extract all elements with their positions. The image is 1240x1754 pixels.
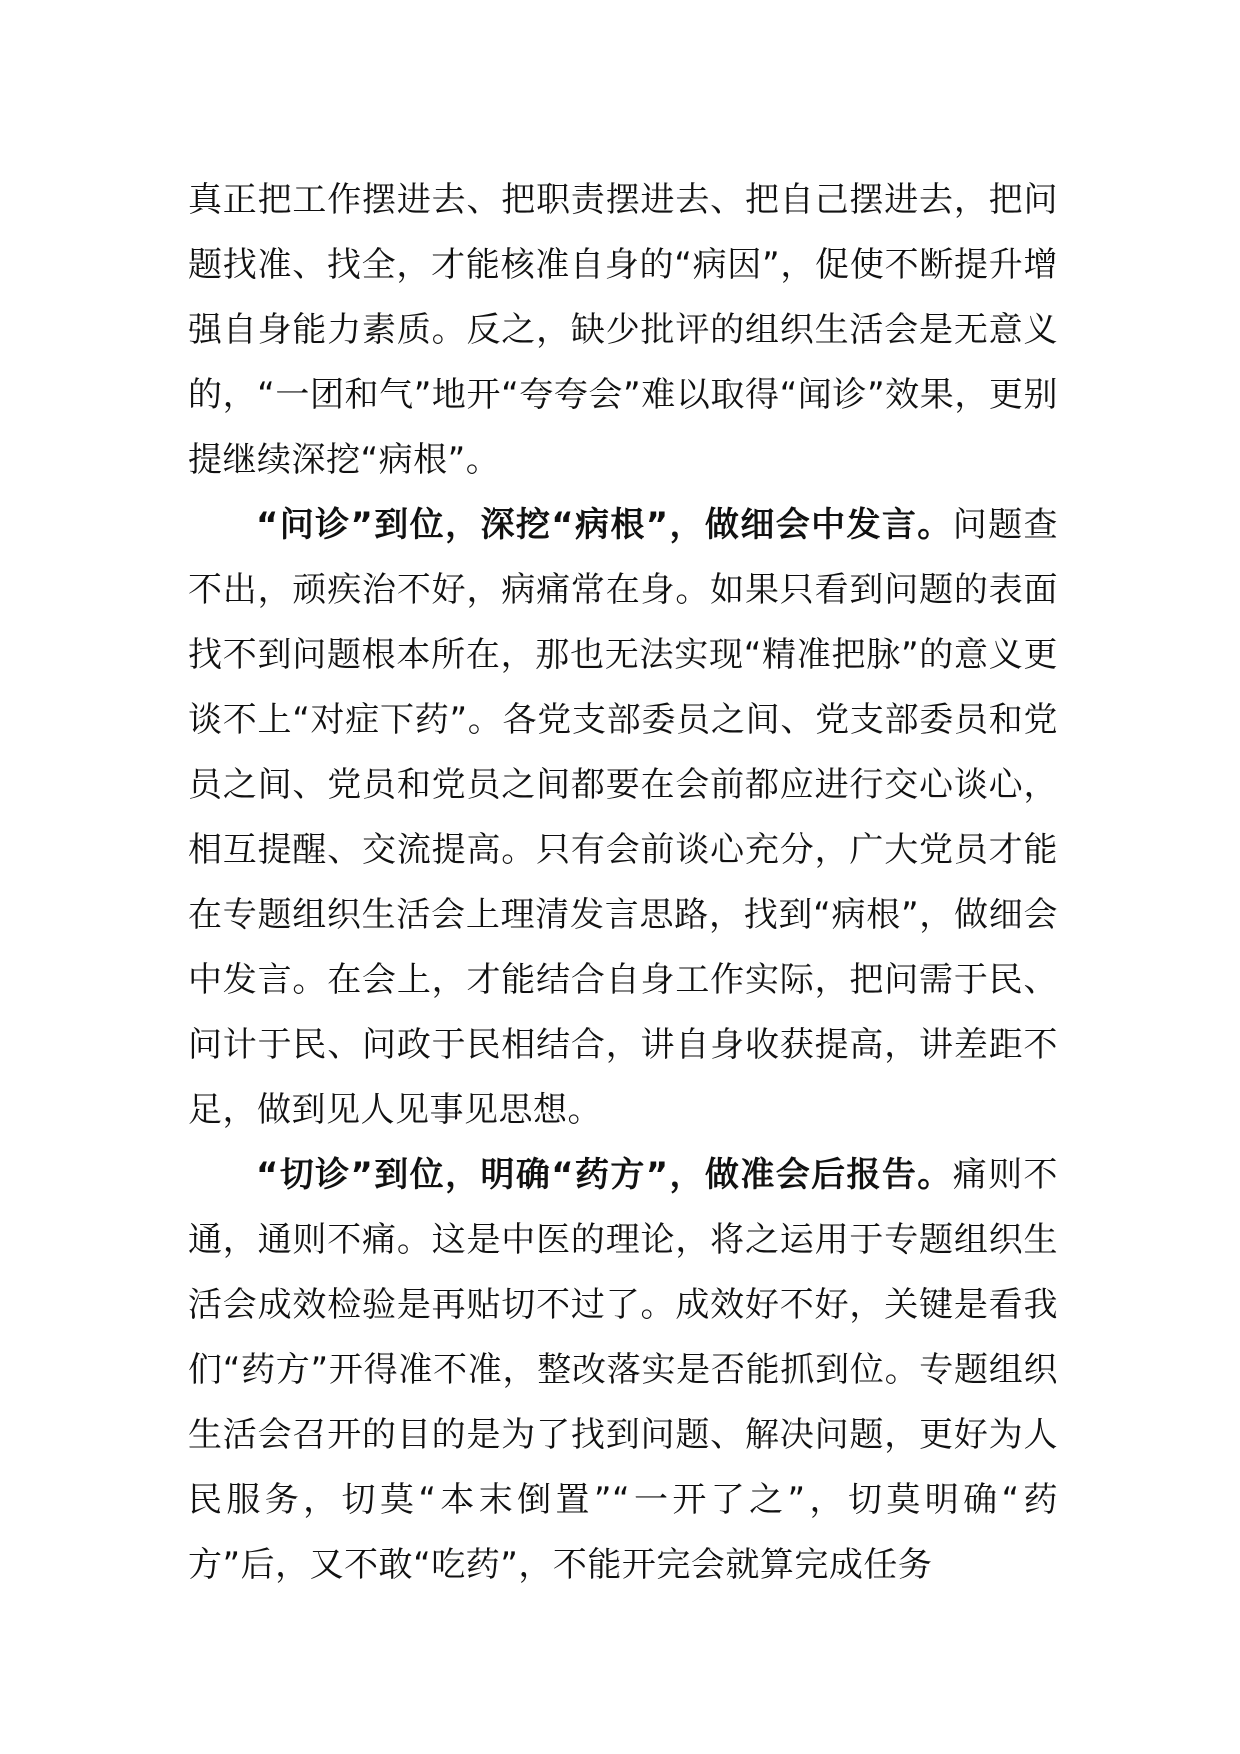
paragraph-2-text: 问题查不出，顽疾治不好，病痛常在身。如果只看到问题的表面找不到问题根本所在，那也无法实现“精准把脉”的意义更谈不上“对症下药”。各党支部委员之间、党支部委员和党员之间、党员和党员之间都要在会前都应进行交心谈心，相互提醒、交流提高。只有会前谈心充分，广大党员才能在专题组织生活会上理清发言思路，找到“病根”，做细会中发言。在会上，才能结合自身工作实际，把问需于民、问计于民、问政于民相结合，讲自身收获提高，讲差距不足，做到见人见事见思想。	[188, 505, 1058, 1130]
paragraph-1	[188, 168, 1058, 493]
paragraph-3-text: 痛则不通，通则不痛。这是中医的理论，将之运用于专题组织生活会成效检验是再贴切不过了。成效好不好，关键是看我们“药方”开得准不准，整改落实是否能抓到位。专题组织生活会召开的目的是为了找到问题、解决问题，更好为人民服务，切莫“本末倒置”“一开了之”，切莫明确“药方”后，又不敢“吃药”，不能开完会就算完成任务	[188, 1155, 1058, 1585]
paragraph-3	[188, 1143, 1058, 1598]
paragraph-2-heading: “问诊”到位，深挖“病根”，做细会中发言。	[256, 505, 953, 545]
document-body	[188, 168, 1058, 1598]
paragraph-1-text: 真正把工作摆进去、把职责摆进去、把自己摆进去，把问题找准、找全，才能核准自身的“病因”，促使不断提升增强自身能力素质。反之，缺少批评的组织生活会是无意义的，“一团和气”地开“夸夸会”难以取得“闻诊”效果，更别提继续深挖“病根”。	[188, 180, 1058, 480]
paragraph-3-heading: “切诊”到位，明确“药方”，做准会后报告。	[256, 1155, 953, 1195]
paragraph-2	[188, 493, 1058, 1143]
